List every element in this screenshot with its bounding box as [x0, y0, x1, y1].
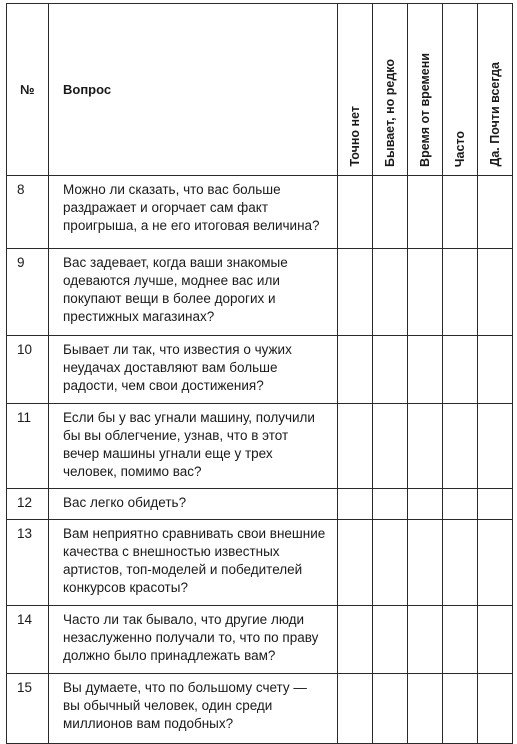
answer-cell-always[interactable] [478, 249, 513, 336]
question-text: Можно ли сказать, что вас больше раздражает и огорчает сам факт проигрыша, а не его итоговая величина? [49, 176, 338, 249]
header-row [7, 4, 513, 176]
header-answer-never-label: Точно нет [347, 106, 362, 167]
answer-cell-never[interactable] [338, 249, 373, 336]
header-answer-sometimes [408, 4, 443, 176]
answer-cell-never[interactable] [338, 404, 373, 489]
answer-cell-sometimes[interactable] [408, 489, 443, 520]
question-number: 9 [7, 249, 49, 336]
answer-cell-sometimes[interactable] [408, 176, 443, 249]
answer-cell-always[interactable] [478, 674, 513, 744]
answer-cell-rarely[interactable] [373, 674, 408, 744]
question-number: 15 [7, 674, 49, 744]
answer-cell-often[interactable] [443, 606, 478, 674]
answer-cell-rarely[interactable] [373, 249, 408, 336]
question-text: Вам неприятно сравнивать свои внешние качества с внешностью известных артистов, топ-моделей и победителей конкурсов красоты? [49, 520, 338, 606]
answer-cell-rarely[interactable] [373, 176, 408, 249]
header-answer-rarely-label: Бывает, но редко [382, 59, 397, 167]
header-number: № [7, 4, 49, 176]
question-row-15 [7, 674, 513, 744]
answer-cell-always[interactable] [478, 336, 513, 404]
answer-cell-often[interactable] [443, 404, 478, 489]
question-row-11 [7, 404, 513, 489]
header-answer-often [443, 4, 478, 176]
question-number: 12 [7, 489, 49, 520]
answer-cell-rarely[interactable] [373, 606, 408, 674]
answer-cell-sometimes[interactable] [408, 606, 443, 674]
question-text: Вы думаете, что по большому счету — вы обычный человек, один среди миллионов вам подобных? [49, 674, 338, 744]
question-text: Вас задевает, когда ваши знакомые одеваются лучше, моднее вас или покупают вещи в более дорогих и престижных магазинах? [49, 249, 338, 336]
question-text: Если бы у вас угнали машину, получили бы вы облегчение, узнав, что в этот вечер машины угнали еще у трех человек, помимо вас? [49, 404, 338, 489]
question-row-13 [7, 520, 513, 606]
header-answer-always [478, 4, 513, 176]
answer-cell-rarely[interactable] [373, 336, 408, 404]
questionnaire-table [6, 3, 513, 744]
answer-cell-rarely[interactable] [373, 520, 408, 606]
answer-cell-often[interactable] [443, 176, 478, 249]
header-answer-never [338, 4, 373, 176]
question-row-12 [7, 489, 513, 520]
question-number: 11 [7, 404, 49, 489]
answer-cell-never[interactable] [338, 520, 373, 606]
answer-cell-often[interactable] [443, 249, 478, 336]
answer-cell-never[interactable] [338, 336, 373, 404]
question-row-9 [7, 249, 513, 336]
question-row-14 [7, 606, 513, 674]
answer-cell-sometimes[interactable] [408, 520, 443, 606]
answer-cell-always[interactable] [478, 176, 513, 249]
question-text: Вас легко обидеть? [49, 489, 338, 520]
question-number: 14 [7, 606, 49, 674]
answer-cell-never[interactable] [338, 176, 373, 249]
question-text: Бывает ли так, что известия о чужих неудачах доставляют вам больше радости, чем свои достижения? [49, 336, 338, 404]
answer-cell-always[interactable] [478, 404, 513, 489]
answer-cell-sometimes[interactable] [408, 249, 443, 336]
answer-cell-always[interactable] [478, 520, 513, 606]
question-row-8 [7, 176, 513, 249]
answer-cell-sometimes[interactable] [408, 404, 443, 489]
question-number: 13 [7, 520, 49, 606]
answer-cell-often[interactable] [443, 489, 478, 520]
answer-cell-never[interactable] [338, 606, 373, 674]
header-answer-always-label: Да. Почти всегда [487, 62, 502, 167]
header-answer-rarely [373, 4, 408, 176]
header-answer-often-label: Часто [452, 130, 467, 167]
question-number: 10 [7, 336, 49, 404]
question-row-10 [7, 336, 513, 404]
question-number: 8 [7, 176, 49, 249]
answer-cell-rarely[interactable] [373, 489, 408, 520]
answer-cell-always[interactable] [478, 606, 513, 674]
answer-cell-sometimes[interactable] [408, 336, 443, 404]
header-question: Вопрос [49, 4, 338, 176]
answer-cell-sometimes[interactable] [408, 674, 443, 744]
answer-cell-always[interactable] [478, 489, 513, 520]
answer-cell-often[interactable] [443, 674, 478, 744]
answer-cell-never[interactable] [338, 489, 373, 520]
question-text: Часто ли так бывало, что другие люди незаслуженно получали то, что по праву должно было принадлежать вам? [49, 606, 338, 674]
answer-cell-never[interactable] [338, 674, 373, 744]
answer-cell-rarely[interactable] [373, 404, 408, 489]
answer-cell-often[interactable] [443, 520, 478, 606]
answer-cell-often[interactable] [443, 336, 478, 404]
header-answer-sometimes-label: Время от времени [417, 53, 432, 167]
